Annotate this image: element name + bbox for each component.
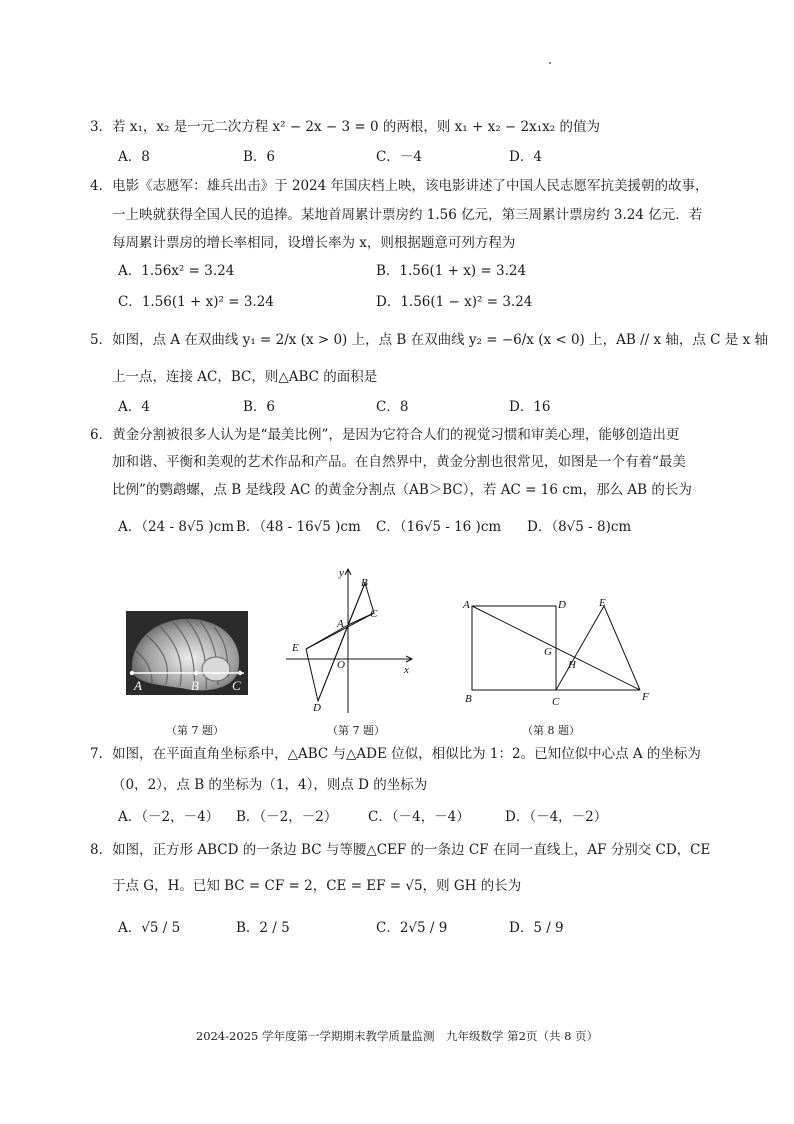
shell-label-b: B [191,678,199,693]
q5-option-c: C．8 [376,399,409,415]
nautilus-shell-figure [126,611,248,695]
coord-label-o: O [337,659,345,671]
q7-line2: （0，2），点 B 的坐标为（1，4），则点 D 的坐标为 [112,777,428,793]
coord-label-d: D [313,702,321,713]
q4-line3: 每周累计票房的增长率相同，设增长率为 x，则根据题意可列方程为 [112,235,516,251]
sq-label-g: G [544,646,552,658]
sq-label-e: E [599,597,606,609]
q4-option-d: D．1.56(1 − x)² = 3.24 [376,294,533,310]
q6-line3: 比例”的鹦鹉螺，点 B 是线段 AC 的黄金分割点（AB＞BC），若 AC = 16 cm，那么 AB 的长为 [112,482,692,498]
q4-option-a: A．1.56x² = 3.24 [118,263,235,279]
q5-option-d: D．16 [509,399,551,415]
segment-db [318,583,365,701]
q7-option-a: A．（－2，－4） [118,809,220,825]
q8-option-b: B．2 / 5 [236,920,290,936]
shell-point-a [130,671,134,675]
q6-option-b: B．（48 - 16√5 )cm [236,519,361,535]
q3-option-b: B．6 [243,149,276,165]
coord-label-e: E [292,642,299,654]
q4-line1: 4．电影《志愿军：雄兵出击》于 2024 年国庆档上映，该电影讲述了中国人民志愿军抗美援朝的故事， [90,178,709,194]
q5-option-b: B．6 [243,399,276,415]
q6-option-a: A．（24 - 8√5 )cm [118,519,235,535]
q4-option-c: C．1.56(1 + x)² = 3.24 [118,294,274,310]
sq-label-f: F [642,691,649,703]
sq-label-h: H [568,659,576,671]
q3-option-d: D．4 [509,149,542,165]
sq-label-a: A [463,599,470,611]
coord-label-x: x [404,664,409,676]
coord-figure-caption: （第 7 题） [327,724,385,737]
triangle-cef [556,606,640,690]
shell-inner-whorl [202,657,230,681]
q6-option-c: C．（16√5 - 16 )cm [376,519,502,535]
q6-line1: 6．黄金分割被很多人认为是“最美比例”，是因为它符合人们的视觉习惯和审美心理，能够创造出更 [90,427,680,443]
q4-option-b: B．1.56(1 + x) = 3.24 [376,263,527,279]
q7-option-b: B．（－2，－2） [236,809,338,825]
sq-label-d: D [558,599,566,611]
q7-option-c: C．（－4，－4） [368,809,470,825]
coord-label-c: C [370,608,378,620]
q5-line1: 5．如图，点 A 在双曲线 y₁ = 2/x (x > 0) 上，点 B 在双曲线 y₂ = −6/x (x < 0) 上，AB // x 轴，点 C 是 x 轴 [90,332,768,348]
shell-label-a: A [134,678,142,693]
coord-label-y: y [339,567,344,579]
q6-line2: 加和谐、平衡和美观的艺术作品和产品。在自然界中，黄金分割也很常见，如图是一个有着“最美 [112,454,686,470]
q7-line1: 7．如图，在平面直角坐标系中，△ABC 与△ADE 位似，相似比为 1：2。已知位似中心点 A 的坐标为 [90,746,701,762]
q4-line2: 一上映就获得全国人民的追捧。某地首周累计票房约 1.56 亿元，第三周累计票房约 3.24 亿元．若 [112,207,703,223]
q5-option-a: A．4 [118,399,150,415]
scan-dot [549,62,551,64]
shell-point-c [238,671,242,675]
q3-option-a: A．8 [118,149,150,165]
q8-line1: 8．如图，正方形 ABCD 的一条边 BC 与等腰△CEF 的一条边 CF 在同一直线上，AF 分别交 CD，CE [90,842,711,858]
square-triangle-figure [460,596,660,708]
q3-stem: 3．若 x₁，x₂ 是一元二次方程 x² − 2x − 3 = 0 的两根，则 x₁ + x₂ − 2x₁x₂ 的值为 [90,119,600,135]
square-figure-caption: （第 8 题） [522,724,580,737]
q3-option-c: C．－4 [376,149,422,165]
q8-option-a: A．√5 / 5 [118,920,181,936]
coordinate-figure [286,563,418,713]
sq-label-b: B [465,693,472,705]
shell-figure-caption: （第 7 题） [166,724,224,737]
coord-label-b: B [361,577,368,589]
shell-point-b [194,671,198,675]
q7-option-d: D．（－4，－2） [505,809,608,825]
shell-label-c: C [232,678,241,693]
sq-label-c: C [552,696,560,708]
coord-label-a: A [337,618,344,630]
q8-option-d: D．5 / 9 [509,920,564,936]
page-footer: 2024-2025 学年度第一学期期末教学质量监测 九年级数学 第2页（共 8 页） [195,1029,599,1043]
q8-line2: 于点 G，H。已知 BC = CF = 2，CE = EF = √5，则 GH 的长为 [112,878,522,894]
q8-option-c: C．2√5 / 9 [376,920,448,936]
q6-option-d: D．（8√5 - 8)cm [527,519,632,535]
q5-line2: 上一点，连接 AC，BC，则△ABC 的面积是 [112,369,378,385]
